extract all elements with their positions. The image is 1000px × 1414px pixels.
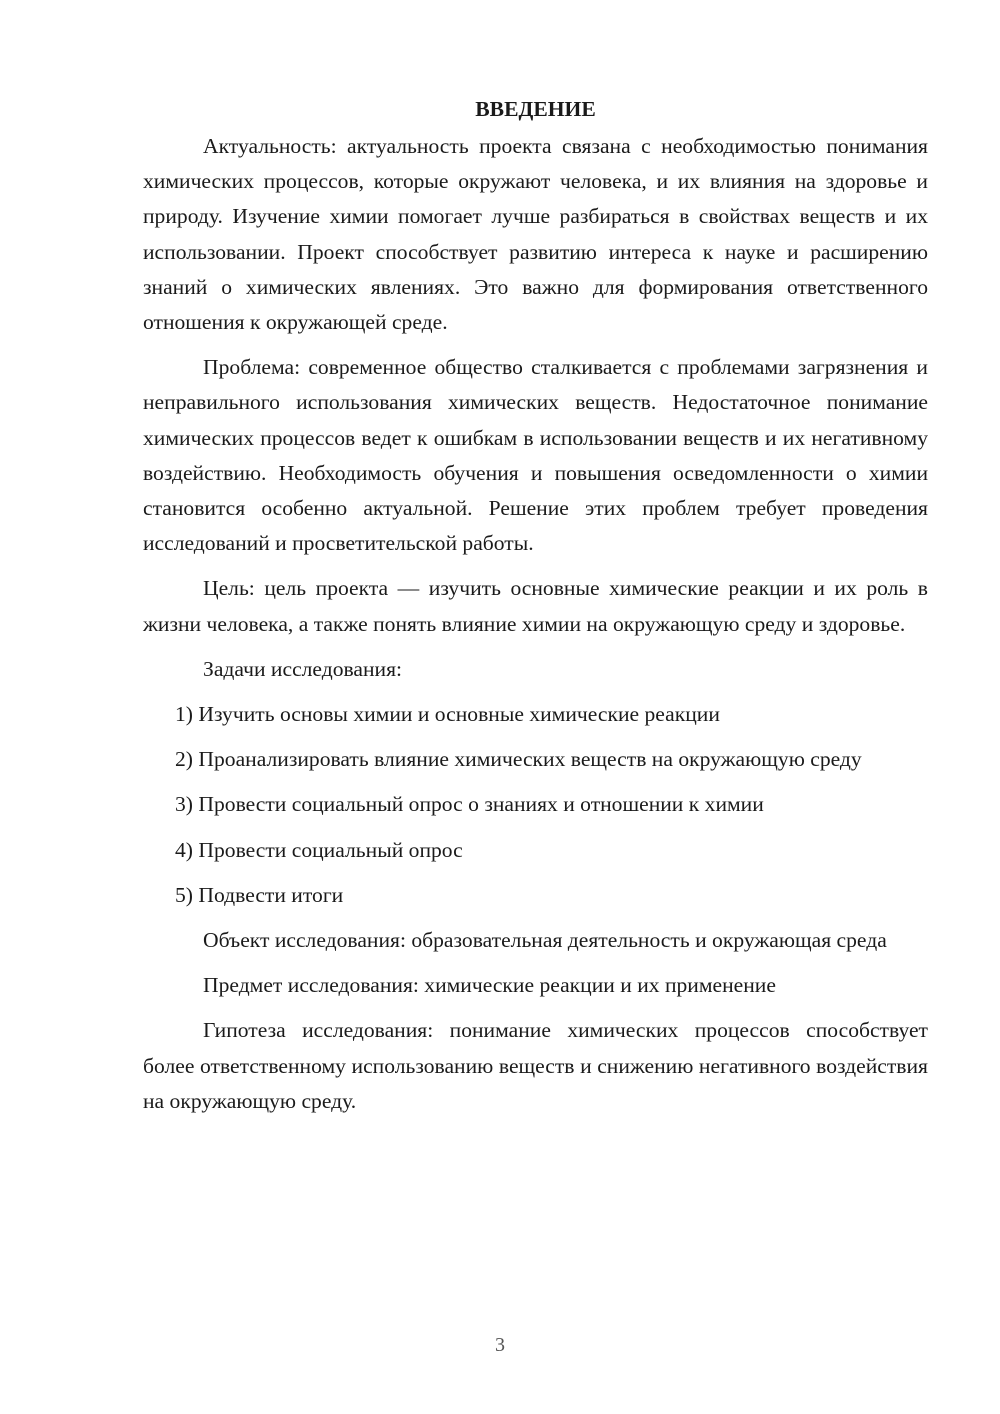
task-item-4: 4) Провести социальный опрос — [175, 837, 463, 862]
paragraph-relevance: Актуальность: актуальность проекта связана с необходимостью понимания химических процессов, которые окружают человека, и их влияния на здоровье и природу. Изучение химии помогает лучше разбираться в свойствах веществ и их использовании. Проект способствует развитию интереса к науке и расширению знаний о химических явлениях. Это важно для формирования ответственного отношения к окружающей среде. — [143, 134, 928, 335]
task-item-2: 2) Проанализировать влияние химических веществ на окружающую среду — [175, 747, 862, 772]
paragraph-problem: Проблема: современное общество сталкивается с проблемами загрязнения и неправильного использования химических веществ. Недостаточное понимание химических процессов ведет к ошибкам в использовании веществ и их негативному воздействию. Необходимость обучения и повышения осведомленности о химии становится особенно актуальной. Решение этих проблем требует проведения исследований и просветительской работы. — [143, 355, 928, 556]
paragraph-hypothesis: Гипотеза исследования: понимание химических процессов способствует более ответственному использованию веществ и снижению негативного воздействия на окружающую среду. — [143, 1018, 928, 1113]
paragraph-object: Объект исследования: образовательная деятельность и окружающая среда — [203, 928, 887, 953]
paragraph-goal: Цель: цель проекта — изучить основные химические реакции и их роль в жизни человека, а также понять влияние химии на окружающую среду и здоровье. — [143, 576, 928, 636]
task-item-1: 1) Изучить основы химии и основные химические реакции — [175, 702, 720, 727]
task-item-5: 5) Подвести итоги — [175, 882, 344, 907]
document-page — [143, 92, 928, 1129]
tasks-heading: Задачи исследования: — [203, 656, 403, 681]
section-title: ВВЕДЕНИЕ — [475, 97, 596, 121]
paragraph-subject: Предмет исследования: химические реакции и их применение — [203, 973, 776, 998]
page-number: 3 — [495, 1334, 505, 1356]
task-item-3: 3) Провести социальный опрос о знаниях и отношении к химии — [175, 792, 764, 817]
